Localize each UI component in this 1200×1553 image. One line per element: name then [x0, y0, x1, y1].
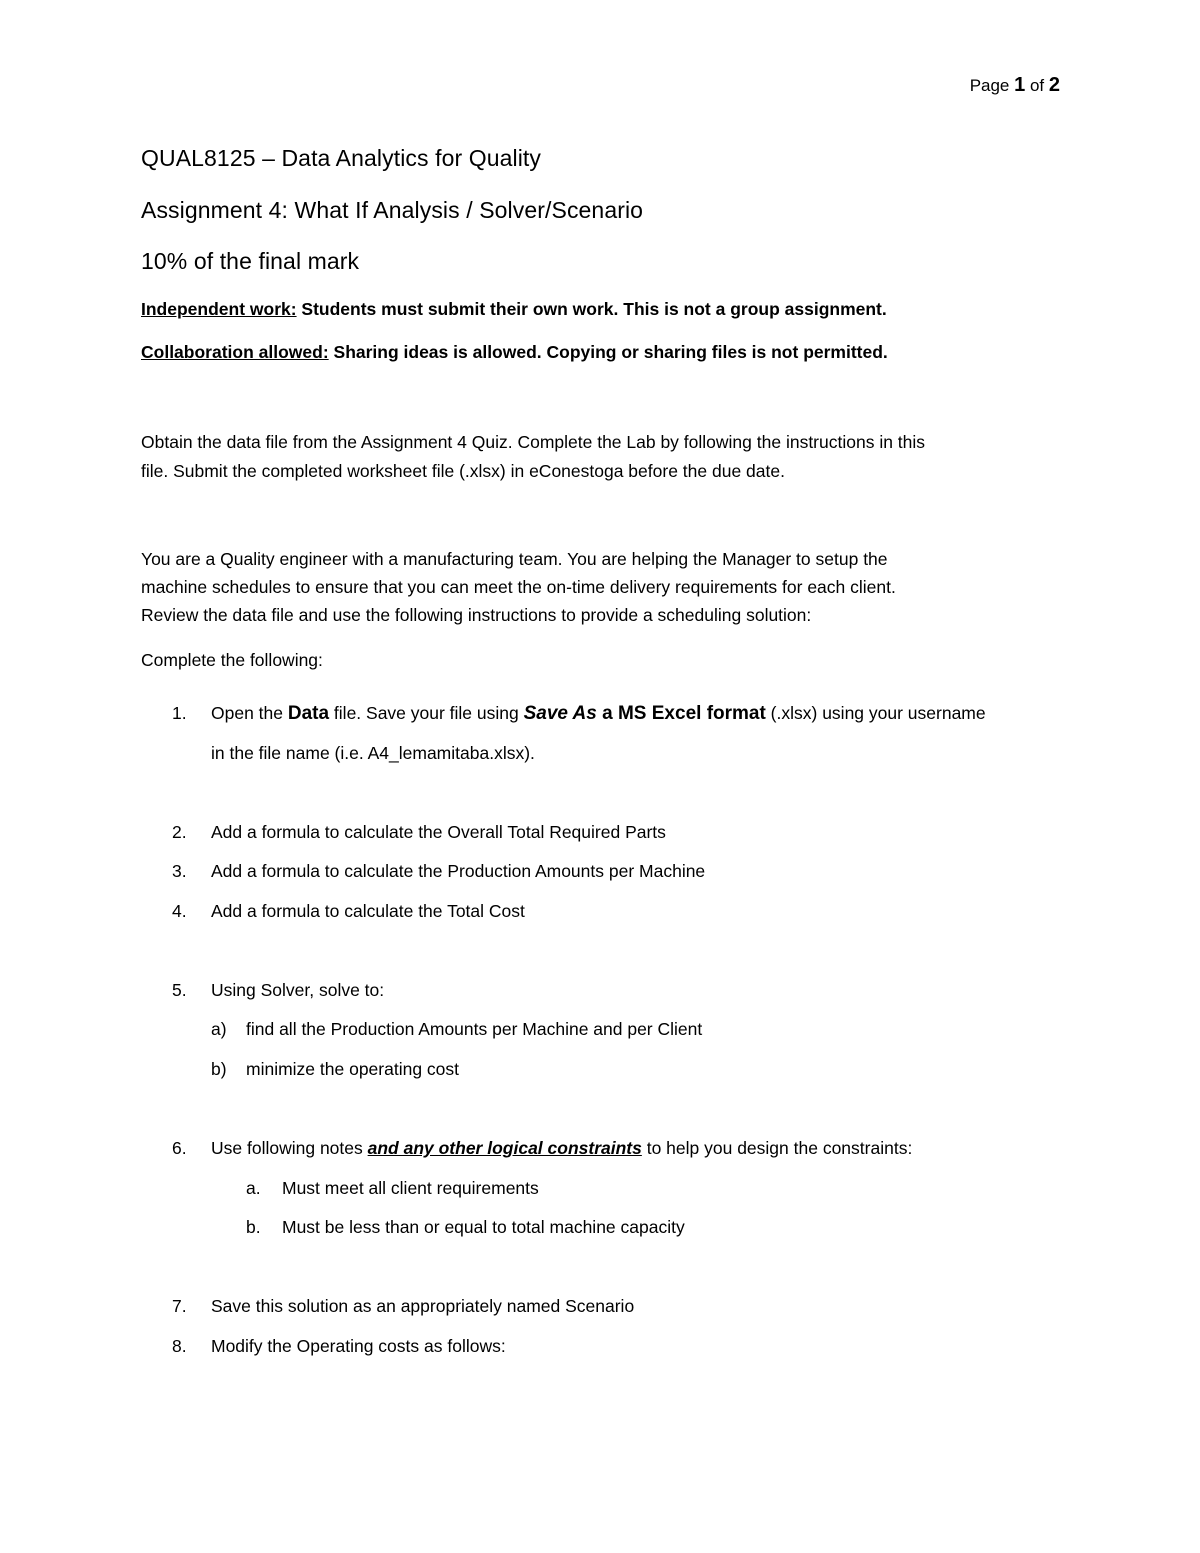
- assignment-title: Assignment 4: What If Analysis / Solver/Scenario: [141, 197, 644, 223]
- step-5: [0, 980, 1200, 1006]
- step-5b-label: b): [211, 1059, 227, 1079]
- page-total: 2: [1048, 74, 1060, 96]
- step-2: [0, 822, 1200, 848]
- complete-following: Complete the following:: [141, 650, 323, 670]
- step-1-format: a MS Excel format: [596, 703, 766, 724]
- step-5a: [0, 1019, 1200, 1045]
- step-6-number: 6.: [172, 1138, 187, 1158]
- step-3-number: 3.: [172, 861, 187, 881]
- step-6a-text: Must meet all client requirements: [282, 1178, 539, 1198]
- course-title: QUAL8125 – Data Analytics for Quality: [141, 145, 542, 171]
- step-6b: [0, 1217, 1200, 1243]
- step-8-number: 8.: [172, 1336, 187, 1356]
- page-of: of: [1025, 76, 1049, 95]
- step-7-text: Save this solution as an appropriately named Scenario: [211, 1296, 635, 1316]
- scenario-line-1: You are a Quality engineer with a manufacturing team. You are helping the Manager to setup the: [141, 549, 888, 569]
- step-5a-label: a): [211, 1019, 227, 1039]
- step-7: [0, 1296, 1200, 1322]
- step-6b-label: b.: [246, 1217, 261, 1237]
- intro-line-2: file. Submit the completed worksheet file (.xlsx) in eConestoga before the due date.: [141, 461, 785, 481]
- step-1: [0, 703, 1200, 729]
- step-6-part-a: Use following notes: [211, 1138, 368, 1158]
- step-1-continued: [0, 743, 1200, 769]
- scenario-line-2: machine schedules to ensure that you can meet the on-time delivery requirements for each client.: [141, 577, 896, 597]
- page-current: 1: [1014, 74, 1026, 96]
- scenario-line-3: Review the data file and use the following instructions to provide a scheduling solution:: [141, 605, 812, 625]
- step-1-line-2: in the file name (i.e. A4_lemamitaba.xlsx).: [211, 743, 535, 763]
- step-7-number: 7.: [172, 1296, 187, 1316]
- independent-text: Students must submit their own work. This is not a group assignment.: [296, 299, 887, 319]
- step-1-number: 1.: [172, 703, 187, 723]
- step-1-part-f: (.xlsx) using your username: [765, 703, 986, 723]
- page-number: [970, 74, 1060, 97]
- step-6a: [0, 1178, 1200, 1204]
- step-1-save-as: Save As: [523, 703, 597, 724]
- step-1-part-c: file. Save your file using: [329, 703, 524, 723]
- intro-line-1: Obtain the data file from the Assignment 4 Quiz. Complete the Lab by following the instructions in this: [141, 432, 926, 452]
- collaboration-text: Sharing ideas is allowed. Copying or sharing files is not permitted.: [328, 342, 888, 362]
- step-6-emphasis: and any other logical constraints: [367, 1138, 642, 1158]
- step-2-number: 2.: [172, 822, 187, 842]
- independent-notice: [141, 299, 887, 320]
- step-3-text: Add a formula to calculate the Production Amounts per Machine: [211, 861, 706, 881]
- step-4-text: Add a formula to calculate the Total Cost: [211, 901, 525, 921]
- step-6-text: [211, 1138, 912, 1159]
- step-1-data: Data: [287, 703, 330, 724]
- weight-title: 10% of the final mark: [141, 248, 360, 274]
- step-5a-text: find all the Production Amounts per Machine and per Client: [246, 1019, 703, 1039]
- step-5b-text: minimize the operating cost: [246, 1059, 460, 1079]
- step-6b-text: Must be less than or equal to total machine capacity: [282, 1217, 685, 1237]
- step-8-text: Modify the Operating costs as follows:: [211, 1336, 506, 1356]
- step-5-number: 5.: [172, 980, 187, 1000]
- step-1-text: [211, 703, 986, 725]
- step-5b: [0, 1059, 1200, 1085]
- step-4-number: 4.: [172, 901, 187, 921]
- step-6a-label: a.: [246, 1178, 261, 1198]
- step-4: [0, 901, 1200, 927]
- step-8: [0, 1336, 1200, 1362]
- collaboration-notice: [141, 342, 888, 363]
- step-3: [0, 861, 1200, 887]
- independent-label: Independent work:: [141, 299, 297, 319]
- page-prefix: Page: [969, 76, 1015, 95]
- step-6: [0, 1138, 1200, 1164]
- step-2-text: Add a formula to calculate the Overall Total Required Parts: [211, 822, 666, 842]
- step-1-part-a: Open the: [211, 703, 288, 723]
- step-6-part-c: to help you design the constraints:: [641, 1138, 913, 1158]
- collaboration-label: Collaboration allowed:: [141, 342, 329, 362]
- step-5-text: Using Solver, solve to:: [211, 980, 385, 1000]
